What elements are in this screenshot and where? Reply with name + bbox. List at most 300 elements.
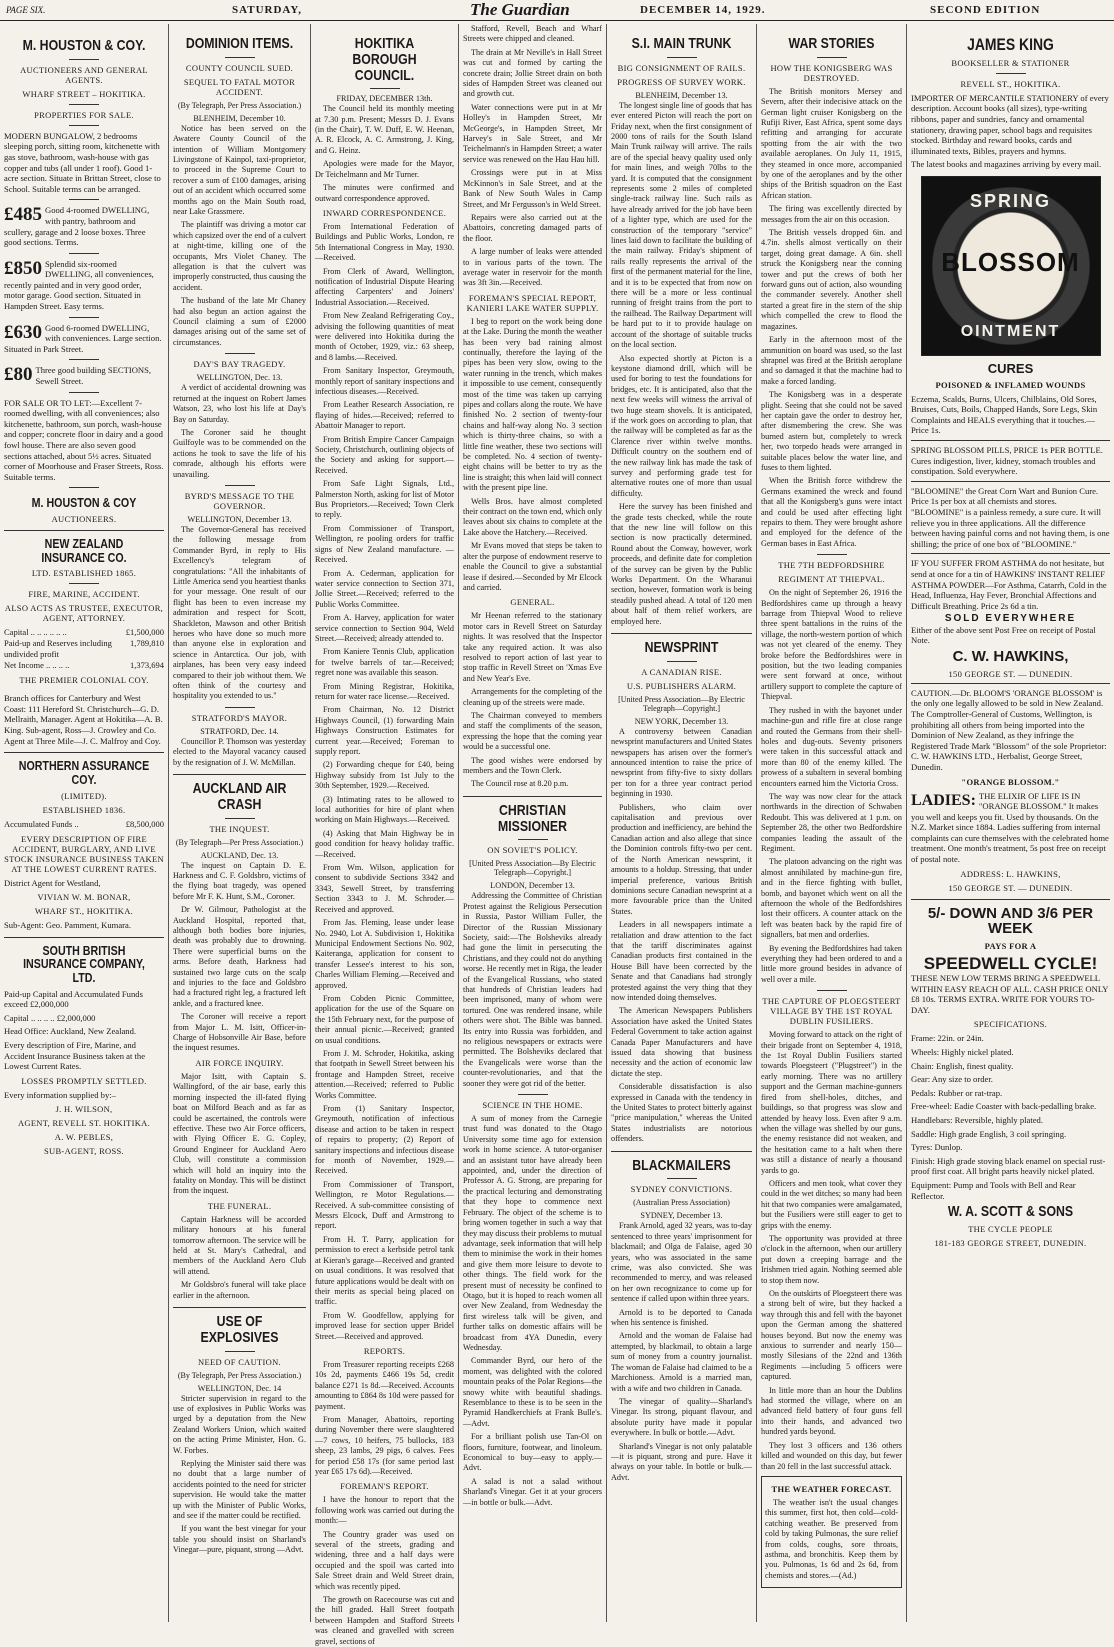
specifications-list bbox=[911, 1033, 1110, 1201]
paragraph: From Sanitary Inspector, Greymouth, monthly report of sanitary inspections and infectious diseases.—Received. bbox=[315, 366, 454, 396]
dateline: WELLINGTON, Dec. 14 bbox=[197, 1383, 282, 1393]
divider bbox=[667, 661, 697, 662]
houston-address: WHARF STREET – HOKITIKA. bbox=[22, 88, 146, 99]
paragraph: Major Isitt, with Captain S. Wallingford, of the air base, early this morning inspected the ill-fated flying boat on Milford Beach and as far as could be ascertained, the controls were effective. These two Air Force officers, with Flying Officer E. G. Copley, Ground Engineer for Auckland Aero Club, will constitute a commission which will hold an inquiry into the fatality on Monday. This will be distinct from the inquest. bbox=[173, 1071, 306, 1196]
spring-blossom-ointment-badge bbox=[921, 176, 1101, 356]
paragraph: On the outskirts of Ploegsteert there was a strong belt of wire, but they hacked a way through this and fell with the bayonet upon the German among the shattered houses beyond. But now the enemy was anxious to surrender and nearly 150—mostly Silesians of the 22nd and 136th Regiments —including 5 officers were captured. bbox=[761, 1289, 902, 1382]
paragraph: From Leather Research Association, re flaying of hides.—Received; referred to Abattoir Manager to report. bbox=[315, 400, 454, 431]
listing-485-text: Good 4-roomed DWELLING, with pantry, bathroom and scullery, garage and 2 loose boxes. Three good sections. Terms. bbox=[4, 205, 150, 248]
paragraph: Apologies were made for the Mayor, Dr Teichelmann and Mr Turner. bbox=[315, 159, 454, 179]
james-king-title: JAMES KING bbox=[967, 35, 1054, 54]
explosives-subhead: NEED OF CAUTION. bbox=[198, 1356, 281, 1367]
dateline: AUCKLAND, Dec. 13. bbox=[200, 850, 279, 860]
auckland-subhead: THE INQUEST. bbox=[209, 823, 270, 834]
divider bbox=[69, 359, 99, 360]
paragraph: They lost 3 officers and 136 others killed and wounded on this day, but fewer than 20 fell in the last successful attack. bbox=[761, 1440, 902, 1471]
nzi-trustee: ALSO ACTS AS TRUSTEE, EXECUTOR, AGENT, ATTORNEY. bbox=[4, 603, 164, 624]
divider bbox=[370, 88, 400, 89]
ladies-text: THE ELIXIR OF LIFE IS IN "ORANGE BLOSSOM." It makes you well and keeps you fit. Used by thousands. On the N.Z. Market since 1884. Ladies suffering from internal complaints can cure themselves with the celebrated home treatment. One month's treatment, 5s post free on receipt of postal note. bbox=[911, 790, 1109, 865]
sbi-agent-1: J. H. WILSON, bbox=[55, 1104, 113, 1115]
cures-subhead: POISONED & INFLAMED WOUNDS bbox=[935, 379, 1086, 390]
weather-title: THE WEATHER FORECAST. bbox=[771, 1483, 892, 1494]
paragraph: From Treasurer reporting receipts £268 10s 2d, payments £466 19s 5d, credit balance £271 1s 8d.—Received. Accounts amounting to £864 8s 10d were passed for payment. bbox=[315, 1359, 454, 1411]
spec-item: Tyres: Dunlop. bbox=[911, 1142, 963, 1153]
kaniere-subhead: FOREMAN'S SPECIAL REPORT, KANIERI LAKE WATER SUPPLY. bbox=[466, 292, 599, 313]
divider bbox=[996, 73, 1026, 74]
rule bbox=[173, 1307, 306, 1308]
caution-text: CAUTION.—Dr. BLOOM'S 'ORANGE BLOSSOM' is the only one legally allowed to be sold in New Zealand. The Comptroller-General of Customs, Wellington, is prohibiting all others from being imported into the Dominion of New Zealand, as they infringe the Registered Trade Mark "Blossom" of the sole Proprietor: C. W. HAWKINS LTD., Herbalist, George Street, Dunedin. bbox=[911, 687, 1107, 772]
rule bbox=[911, 899, 1110, 900]
paragraph: A verdict of accidental drowning was returned at the inquest on Robert James Watson, 23, who lost his life at Day's Bay on Saturday. bbox=[173, 383, 306, 424]
main-trunk-headline: S.I. MAIN TRUNK bbox=[631, 35, 732, 52]
northern-title: NORTHERN ASSURANCE COY. bbox=[18, 758, 150, 787]
houston-footer-title: M. HOUSTON & COY bbox=[31, 495, 137, 511]
listing-485 bbox=[4, 205, 164, 247]
listing-850-text: Splendid six-roomed DWELLING, all conveniences, recently painted and in very good order, motor garage. Good section. Situated in Hampden Street. Easy terms. bbox=[4, 258, 154, 312]
divider bbox=[69, 59, 99, 60]
divider bbox=[518, 1094, 548, 1095]
paragraph: The American Newspapers Publishers Association have asked the United States Federal Government to take action against Canada Paper Manufacturers and have issued data showing that business necessity and the action of economic law dictate the step. bbox=[611, 1006, 752, 1078]
christian-subhead: ON SOVIET'S POLICY. bbox=[487, 845, 578, 856]
paragraph: From Jas. Fleming, lease under lease No. 2940, Lot A. Subdivision 1, Hokitika Municipal Endowment Sections No. 902, Kaiteranga, application for consent to transfer Lessee's interest to his son, Charles William Fleming.—Received and approved. bbox=[315, 918, 454, 990]
weather-text: The weather isn't the usual changes this summer, first hot, then cold—cold-catching weather. Be preserved from cold by taking Pulmonas, the sure relief from colds, coughs, sore throats, asthma, and bronchitis. Keep them by you. Pulmonas, 1s 6d and 2s 6d, from chemists and stores.—(Ad.) bbox=[765, 1497, 898, 1580]
divider bbox=[225, 353, 255, 354]
bedfordshire-subhead: THE 7TH BEDFORDSHIRE bbox=[778, 560, 885, 571]
paragraph: Officers and men took, what cover they could in the wet ditches; so many had been hit that two companies were amalgamated, but the Fusiliers were still eager to get to grips with the enemy. bbox=[761, 1178, 902, 1230]
divider bbox=[69, 583, 99, 584]
paragraph: The Chairman conveyed to members and staff the compliments of the season, expressing the hope that the coming year would be a successful one. bbox=[463, 710, 602, 752]
sbi-office: Head Office: Auckland, New Zealand. bbox=[4, 1026, 137, 1037]
paragraph: When the British force withdrew the Germans examined the wreck and found that all the Konigsberg's guns were intact and could be used after effecting light repairs to them. They were brought ashore and employed for the defence of the German bases in East Africa. bbox=[761, 476, 902, 548]
paragraph: Publishers, who claim over capitalisation and previous over production and inefficiency, are behind the Canadian action and also allege that since the Dominion controls fifty-two per cent. of the North American newsprint, it amounts to a holdup. Stressing, that under imperial preference, various British dominions secure Canadian newsprint at a more favourable price than the United States. bbox=[611, 802, 752, 916]
divider bbox=[69, 125, 99, 126]
paragraph: The firing was excellently directed by messages from the air on this occasion. bbox=[761, 204, 902, 224]
paragraph: The minutes were confirmed and outward correspondence approved. bbox=[315, 183, 454, 203]
paragraph: The longest single line of goods that has ever entered Picton will reach the port on Friday next, when the first consignment of 2000 tons of rails for the South Island Main Trunk railway will arrive. The rails are of the special heavy quality used only for main lines, and weigh 70lbs to the yard. It is computed that the consignment represents some 2 miles of completed single-track railway line. Such rails as have already arrived for the job have been of a lighter type, which are used for the construction of the temporary "service" lines laid down to facilitate the building of the main railway. Friday's shipment of rails really represents the arrival of the first of the permanent material for the line, and it is to be expected that from now on there will be a more or less continual running of freight trains from the port to the railhead. The Railway Department will be hard put to it to provide haulage on account of the shortage of suitable trucks on the local section. bbox=[611, 100, 752, 350]
paragraph: The Council rose at 8.20 p.m. bbox=[471, 779, 569, 789]
rule bbox=[4, 530, 164, 531]
paragraph: Notice has been served on the Awatere County Council of the intention of William Montgomery Livingstone of Kainpol, taxi-proprietor, to proceed in the Supreme Court to recover a sum of £100 damages, arising out of an accident which occurred some months ago on the Main South road, near Lake Grassmere. bbox=[173, 123, 306, 216]
column-1 bbox=[0, 24, 168, 1622]
pills-text: SPRING BLOSSOM PILLS, PRICE 1s PER BOTTLE. Cures indigestion, liver, kidney, stomach troubles and constipation. Sold everywhere. bbox=[911, 445, 1103, 477]
properties-heading: PROPERTIES FOR SALE. bbox=[34, 109, 134, 120]
northern-ltd: (LIMITED). bbox=[61, 790, 107, 801]
paragraph: Early in the afternoon most of the ammunition on board was used, so the last shrapnel was fired at the British aeroplane and so damaged it that the machine had to make a forced landing. bbox=[761, 335, 902, 386]
nzi-capital-row bbox=[4, 627, 164, 638]
paragraph: Moving forward to attack on the right of their brigade front on September 4, 1918, the 1st Royal Dublin Fusiliers started towards Ploegsteert ("Plugstreet") in the early morning. There was no artillery support and the German machine-gunners fired from shell-holes, ditches, and buildings, so that progress was slow and attended by heavy loss. Even after 9 a.m. when the village was shelled by our guns, the enemy resistance did not weaken, and the hesitation came to a halt when there was still a distance of nearly a thousand yards to go. bbox=[761, 1030, 902, 1175]
dateline: LONDON, December 13. bbox=[490, 881, 575, 891]
paragraph: I have the honour to report that the following work was carried out during the month:— bbox=[315, 1495, 454, 1526]
paragraph: The drain at Mr Neville's in Hall Street was cut and formed by carting the concrete drain; Jollie Street drain on both sides of Hampden Street was cleaned out and growth cut. bbox=[463, 47, 602, 99]
divider bbox=[69, 104, 99, 105]
paragraph: Leaders in all newspapers intimate a retaliation and draw attention to the fact that the tariff discriminates against Canadian products first contained in the House Bill have been corrected by the Senate and that Canadians had strongly protested against the very thing that they now intended doing themselves. bbox=[611, 920, 752, 1002]
page-number: PAGE SIX. bbox=[6, 5, 46, 15]
divider bbox=[69, 392, 99, 393]
hawkins-address-label: ADDRESS: L. HAWKINS, bbox=[960, 868, 1061, 879]
divider bbox=[69, 253, 99, 254]
divider bbox=[667, 57, 697, 58]
foremans-subhead: FOREMAN'S REPORT. bbox=[340, 1481, 429, 1492]
byline: (By Telegraph—Per Press Association.) bbox=[175, 837, 304, 847]
science-subhead: SCIENCE IN THE HOME. bbox=[482, 1100, 583, 1111]
rule bbox=[4, 937, 164, 938]
sold-everywhere: SOLD EVERYWHERE bbox=[944, 613, 1077, 625]
stratford-subhead: STRATFORD'S MAYOR. bbox=[191, 712, 288, 723]
paragraph: From Wm. Wilson, application for consent to subdivide Sections 3342 and 3343, Sewell Street, by transferring Section 3343 to J. M. Schroder.—Received and approved. bbox=[315, 863, 454, 914]
houston-title: M. HOUSTON & COY. bbox=[22, 37, 146, 54]
paragraph: From Safe Light Signals, Ltd., Palmerston North, asking for list of Motor Bus Proprietors.—Received; Town Clerk to reply. bbox=[315, 479, 454, 520]
hawkins-title: C. W. HAWKINS, bbox=[952, 648, 1069, 666]
paragraph: From British Empire Cancer Campaign Society, Christchurch, outlining objects of the Society and asking for support.—Received. bbox=[315, 434, 454, 475]
paragraph: From Clerk of Award, Wellington, notification of Industrial Dispute Hearing affecting Carpenters' and Joiners' Industrial Association.—Received. bbox=[315, 266, 454, 307]
dateline: BLENHEIM, December 13. bbox=[635, 90, 728, 100]
paragraph: The husband of the late Mr Chaney had also begun an action against the Council claiming a sum of £2000 damages arising out of the same set of circumstances. bbox=[173, 296, 306, 347]
advert-paragraph: A salad is not a salad without Sharland's Vinegar. Get it at your grocers —in bottle or bulk.—Advt. bbox=[463, 1476, 602, 1507]
paragraph: From Commissioner of Transport, Wellington, re pooling orders for traffic signs of New Zealand manufacture. —Received. bbox=[315, 523, 454, 565]
divider bbox=[817, 990, 847, 991]
sbi-agent-2-address: SUB-AGENT, ROSS. bbox=[44, 1146, 124, 1157]
bloomine-text: "BLOOMINE" the Great Corn Wart and Bunion Cure. Price 1s per box at all chemists and stores. "BLOOMINE" is a painless remedy, a sure cure. It will relieve you in three applications. All the difference between having painful corns and not having them, is one shilling; the price of one box of "BLOOMINE." bbox=[911, 485, 1110, 549]
northern-address: WHARF ST., HOKITIKA. bbox=[34, 906, 134, 917]
funeral-subhead: THE FUNERAL. bbox=[207, 1200, 272, 1211]
paragraph: The good wishes were endorsed by members and the Town Clerk. bbox=[463, 755, 602, 775]
price-850: £850 bbox=[4, 257, 42, 279]
northern-funds-label: Accumulated Funds .. bbox=[4, 818, 79, 829]
ploegsteert-subhead: THE CAPTURE OF PLOEGSTEERT VILLAGE BY THE 1ST ROYAL DUBLIN FUSILIERS. bbox=[762, 996, 901, 1027]
paragraph: In little more than an hour the Dublins had stormed the village, where on an advanced field battery of four guns fell into their hands, and advanced two hundred yards beyond. bbox=[761, 1385, 902, 1437]
paragraph: The Governor-General has received the following message from Commander Byrd, in reply to His Excellency's telegram of congratulations: "All the inhabitants of Little America send you heartiest thanks for your message. One result of our flight has been to even increase my admiration and respect for Scott, Shackleton, Mawson and other British heroes who have done so much more than anyone else in exploration and science in Antarctica. Our job, with airplanes, has been very easy indeed compared to their job without them. We often think of the courtesy and hospitality you extended to us." bbox=[173, 524, 306, 701]
divider bbox=[225, 818, 255, 819]
newsprint-subhead-2: U.S. PUBLISHERS ALARM. bbox=[626, 680, 737, 691]
northern-description: EVERY DESCRIPTION OF FIRE ACCIDENT, BURGLARY, AND LIVE STOCK INSURANCE BUSINESS TAKEN AT THE LOWEST CURRENT RATES. bbox=[4, 833, 164, 874]
northern-agent-name: VIVIAN W. M. BONAR, bbox=[37, 892, 131, 903]
hawkins-address: 150 GEORGE ST. — DUNEDIN. bbox=[948, 668, 1073, 679]
paragraph: Considerable dissatisfaction is also expressed in Canada with the tendency in the United States to protect bitterly against "price manipulation," whereas the United States industrialists are notorious offenders. bbox=[611, 1082, 752, 1144]
inward-subhead: INWARD CORRESPONDENCE. bbox=[322, 207, 447, 218]
divider bbox=[225, 1351, 255, 1352]
paragraph: From Cobden Picnic Committee, application for the use of the Square on the 15th February next, for the purpose of their annual picnic.—Received; granted on usual conditions. bbox=[315, 993, 454, 1045]
northern-sub-agent: Sub-Agent: Geo. Pamment, Kumara. bbox=[4, 920, 131, 931]
speedwell-heading: SPEEDWELL CYCLE! bbox=[923, 954, 1098, 974]
spec-item: Frame: 22in. or 24in. bbox=[911, 1033, 984, 1044]
sbi-losses: LOSSES PROMPTLY SETTLED. bbox=[21, 1075, 147, 1086]
rule bbox=[173, 774, 306, 775]
paragraph: They rushed in with the bayonet under machine-gun and rifle fire at close range and routed the Germans from their shell-holes and dug-outs. Seventy prisoners were taken in this successful attack and more than 80 of the enemy killed. The prowess of a subaltern in several bombing encounters earned him the Victoria Cross. bbox=[761, 705, 902, 788]
rule bbox=[911, 683, 1110, 684]
paragraph: Repairs were also carried out at the Abattoirs, concreting damaged parts of the floor. bbox=[463, 212, 602, 243]
spec-item: Wheels: Highly nickel plated. bbox=[911, 1046, 1014, 1057]
to-let-listing: FOR SALE OR TO LET:—Excellent 7-roomed dwelling, with all conveniences; also kitchenette, bathroom, sun porch, wash-house and copper; concrete floor in dairy and a good fowl house. There are also seven good sections attached, about 5½ acres. Situated corner of Moorhouse and Fraser Streets, Ross. Suitable terms. bbox=[4, 397, 164, 482]
paragraph: The plaintiff was driving a motor car which capsized over the end of a culvert at night-time, killing one of the occupants, Mrs Violet Chaney. The allegation is that the culvert was improperly constructed, thus causing the accident. bbox=[173, 220, 307, 292]
spec-item: Gear: Any size to order. bbox=[911, 1074, 993, 1085]
paragraph: The Konigsberg was in a desperate plight. Seeing that she could not be saved her captain gave the order to destroy her, after dismembering the crew. She was burned astern but, completely to wreck her, two torpedo heads were arranged in suitable places below the water line, and fuses to them lighted. bbox=[761, 390, 902, 472]
paragraph: From H. T. Parry, application for permission to erect a kerbside petrol tank at Kieran's garage—Received and granted on usual conditions. It was resolved that future applications would be dealt with on their merits as special being placed on traffic. bbox=[315, 1234, 454, 1307]
weather-forecast-box bbox=[761, 1476, 902, 1588]
advert-paragraph: The vinegar of quality—Sharland's Vinegar. Its strong, piquant flavour, and absolute purity have made it popular everywhere. In bulk or bottle.—Advt. bbox=[611, 1396, 752, 1438]
speedwell-text: THESE NEW LOW TERMS BRING A SPEEDWELL WITHIN EASY REACH OF ALL. CASH PRICE ONLY £8 10s. TERMS EXTRA. WRITE FOR YOURS TO-DAY. bbox=[911, 973, 1109, 1015]
paragraph: A controversy between Canadian newsprint manufacturers and United States newspapers has arisen over the former's announced intention to raise the price of newsprint from fifty-five to sixty dollars per ton for a three year contract period beginning in 1930. bbox=[611, 726, 752, 799]
ladies-ad bbox=[911, 791, 1110, 865]
paragraph: The Council held its monthly meeting at 7.30 p.m. Present; Messrs D. J. Evans (in the Chair), T. W. Duff, E. W. Heenan, A. R. Elcock, A. C. Armstrong, J. King, and G. Heinz. bbox=[315, 104, 454, 155]
christian-missioner-headline: CHRISTIAN MISSIONER bbox=[497, 801, 568, 835]
cc-subhead-2: SEQUEL TO FATAL MOTOR ACCIDENT. bbox=[183, 76, 296, 97]
paragraph: Also expected shortly at Picton is a keystone diamond drill, which will be used for boring to test the foundations for bridges, etc. It is anticipated, also that the next few weeks will witness the arrival of two huge steam shovels. It is anticipated, if the work goes on according to plan, that the railway will be completed as far as the Clarence river within twelve months. Difficult country on the southern end of the new railway link has made the task of survey and performing grade test for alternative routes one of more than usual difficulty. bbox=[611, 353, 752, 498]
rule bbox=[463, 796, 602, 797]
paragraph: From Manager, Abattoirs, reporting during November there were slaughtered—7 cows, 10 heifers, 75 bullocks, 183 sheep, 23 lambs, 29 pigs, 6 calves. Fees for period £58 17s (for same period last year £65 17s 6d).—Received. bbox=[315, 1414, 454, 1476]
paragraph: On the night of September 26, 1916 the Bedfordshires came up through a heavy barrage from Thiepval Wood to relieve three spent battalions in the ruins of the village, the north-western portion of which was not yet cleared of the enemy. They broke before the Bedfordshires were in position, but the two leading companies were sent forward at once, without artillery support to complete the capture of Thiepval. bbox=[761, 588, 902, 702]
cc-subhead: COUNTY COUNCIL SUED. bbox=[185, 62, 294, 73]
blackmailers-headline: BLACKMAILERS bbox=[632, 1156, 731, 1174]
northern-established: ESTABLISHED 1836. bbox=[42, 804, 126, 815]
cures-text: Eczema, Scalds, Burns, Ulcers, Chilblains, Old Sores, Bruises, Cuts, Boils, Chapped Hands, Sore Legs, Skin Complaints and HEALS everything that it touches.—Price 1s. bbox=[911, 393, 1098, 436]
paragraph: The platoon advancing on the right was almost annihilated by machine-gun fire, and in the fierce fighting with bullet, bomb, and bayonet which went on all the afternoon the whole of the Bedfordshires lost their officers. A counter attack on the left was beaten back by the rapid fire of signallers, bat men and orderlies. bbox=[761, 857, 902, 940]
nzi-established: LTD. ESTABLISHED 1865. bbox=[31, 568, 137, 579]
dateline: SYDNEY, December 13. bbox=[640, 1211, 723, 1221]
spec-item: Saddle: High grade English, 3 coil springing. bbox=[911, 1128, 1067, 1139]
rule bbox=[611, 1151, 752, 1152]
general-subhead: GENERAL. bbox=[510, 597, 555, 608]
advert-paragraph: Sharland's Vinegar is not only palatable—it is piquant, strong and pure. Have it always on your table. In bottle or bulk.—Advt. bbox=[611, 1441, 752, 1482]
masthead bbox=[0, 0, 1114, 21]
columns bbox=[0, 24, 1114, 1646]
divider bbox=[225, 57, 255, 58]
listing-850 bbox=[4, 259, 164, 312]
paragraph: From Commissioner of Transport, Wellington, re Motor Regulations.—Received. A sub-committee consisting of Messrs Elcock, Duff and Armstrong to report. bbox=[315, 1179, 454, 1231]
paragraph: Stafford, Revell, Beach and Wharf Streets were chipped and cleaned. bbox=[463, 24, 602, 44]
spec-item: Free-wheel: Eadie Coaster with back-pedalling brake. bbox=[911, 1101, 1097, 1112]
paragraph: Replying the Minister said there was no doubt that a large number of accidents pointed to the need for stricter supervision. He would take the matter up with the Minister of Public Works, and see if the matter could be rectified. bbox=[173, 1458, 306, 1520]
listing-630-text: Good 6-roomed DWELLING, with conveniences. Large section. Situated in Park Street. bbox=[4, 322, 162, 354]
james-king-text: IMPORTER OF MERCANTILE STATIONERY of every description. Account books (all sizes), type-writing ribbons, paper and sundries, fancy and ornamental stationery, drawing paper, school bags and requisites stocked. Birthday and reward books, cards and illuminated texts, Bibles, prayers and hymns. bbox=[911, 92, 1109, 156]
paragraph: Councillor P. Thomson was yesterday elected to the Mayoral vacancy caused by the resignation of J. W. McMillan. bbox=[173, 736, 306, 767]
paragraph: Arrangements for the completing of the cleaning up of the streets were made. bbox=[463, 687, 602, 707]
bedfordshire-subhead-2: REGIMENT AT THIEPVAL. bbox=[778, 574, 885, 585]
masthead-day: SATURDAY, bbox=[232, 4, 303, 16]
paragraph: Dr W. Gilmour, Pathologist at the Auckland Hospital, reported that, although both bodies bore injuries, death was probably due to drowning. There were superficial burns on the arms. Before death, Harkness had sustained two large cuts on the scalp and injuries to the face and Goldsbro had a fractured right leg, a fractured left ankle, and a fractured knee. bbox=[173, 905, 306, 1008]
rule bbox=[911, 440, 1110, 441]
divider bbox=[667, 1178, 697, 1179]
nzi-capital-label: Capital .. .. .. .. .. .. bbox=[4, 627, 67, 638]
sbi-capital: Paid-up Capital and Accumulated Funds exceed £2,000,000 bbox=[4, 988, 143, 1010]
nzi-income-value: 1,373,694 bbox=[130, 660, 164, 671]
newsprint-subhead: A CANADIAN RISE. bbox=[641, 666, 722, 677]
paragraph: By evening the Bedfordshires had taken everything they had been ordered to and a little more ground besides in advance of well over a mile. bbox=[761, 943, 902, 984]
paragraph: (3) Intimating rates to be allowed to local authorities for hire of plant when working on Main Highways.—Received. bbox=[315, 794, 454, 825]
advert-paragraph: If you want the best vinegar for your table you should insist on Sharland's Vinegar—pure, piquant, strong —Advt. bbox=[173, 1524, 306, 1555]
paragraph: The way was now clear for the attack northwards in the direction of Schwaben Redoubt. This was delivered at 1 p.m. on September 28, the other two Bedfordshire companies leading the assault of the Regiment. bbox=[761, 791, 902, 853]
paragraph: (4) Asking that Main Highway be in good condition for heavy holiday traffic.—Received. bbox=[315, 828, 454, 859]
orange-blossom-heading: "ORANGE BLOSSOM." bbox=[961, 776, 1060, 787]
divider bbox=[225, 707, 255, 708]
listing-80-text: Three good building SECTIONS, Sewell Street. bbox=[35, 365, 152, 387]
dominion-items-headline: DOMINION ITEMS. bbox=[185, 35, 294, 52]
paragraph: From (1) Sanitary Inspector, Greymouth, notification of infectious disease and action to be taken in respect of repairs to property; (2) Report of sanitary inspections and infectious disease for month of November, 1929.—Received. bbox=[315, 1104, 454, 1176]
paragraph: The Country grader was used on several of the streets, grading and widening, three and a half days were occupied and the spoil was carted into Sale Street drain and Weld Street drain, which was recently piped. bbox=[315, 1529, 454, 1591]
spec-item: Handlebars: Reversible, highly plated. bbox=[911, 1114, 1043, 1125]
nzi-income-row bbox=[4, 660, 164, 671]
badge-text-bottom: OINTMENT bbox=[960, 323, 1061, 340]
masthead-edition: SECOND EDITION bbox=[930, 4, 1041, 16]
paragraph: Mr Heenan referred to the stationary motor cars in Revell Street on Saturday nights. It was resolved that the Inspector take any required action. It was also resolved to report action of last year to stop traffic in Revell Street on 'Xmas Eve and New Year's Eve. bbox=[463, 611, 602, 683]
paragraph: From W. Goodfellow, applying for improved lease for section upper Bridel Street.—Received and approved. bbox=[315, 1310, 454, 1341]
paragraph: Stricter supervision in regard to the use of explosives in Public Works was urged by a deputation from the New Zealand Workers Union, which waited on the acting Prime Minister, Hon. G. W. Forbes. bbox=[173, 1393, 306, 1455]
column-6 bbox=[756, 24, 906, 1622]
ladies-word: LADIES: bbox=[911, 791, 976, 809]
sbi-description: Every description of Fire, Marine, and Accident Insurance Business taken at the Lowest Current Rates. bbox=[4, 1040, 146, 1072]
paragraph: The growth on Racecourse was cut and the hill graded. Hall Street footpath between Hampden and Stafford Streets was cleaned and gravelled with screen gravel, sections of bbox=[315, 1595, 454, 1646]
explosives-headline: USE OF EXPLOSIVES bbox=[200, 1313, 279, 1346]
paragraph: From A. Cederman, application for water service connection to Section 371, Jollie Street.—Received; referred to the Public Works Committee. bbox=[315, 568, 454, 609]
price-630: £630 bbox=[4, 321, 42, 343]
column-2 bbox=[168, 24, 310, 1622]
paragraph: The Coroner will receive a report from Major L. M. Isitt, Officer-in-Charge of Hobsonville Air Base, before the inquest resumes. bbox=[173, 1012, 306, 1053]
paragraph: From New Zealand Refrigerating Coy., advising the following quantities of meat were delivered into Hokitika during the month of October, 1929, viz.: 63 sheep, and 8 lambs.—Received. bbox=[315, 311, 454, 362]
paragraph: The inquest on Captain D. E. Harkness and C. F. Goldsbro, victims of the flying boat tragedy, was opened before Mr F. K. Hunt, S.M., Coroner. bbox=[173, 860, 306, 901]
nzi-capital-value: £1,500,000 bbox=[125, 627, 164, 638]
dateline: WELLINGTON, Dec. 13. bbox=[196, 373, 283, 383]
main-trunk-subhead: BIG CONSIGNMENT OF RAILS. bbox=[617, 62, 746, 73]
james-king-address: REVELL ST., HOKITIKA. bbox=[960, 78, 1061, 89]
paragraph: From Chairman, No. 12 District Highways Council, (1) forwarding Main Highways Construction Estimates for current year.—Received; Foreman to supply report. bbox=[315, 705, 454, 756]
northern-agent: District Agent for Westland, bbox=[4, 877, 101, 888]
paragraph: Arnold and the woman de Falaise had attempted, by blackmail, to obtain a large sum of money from a country journalist. The woman de Falaise had claimed to be a Marchioness. Arnold is a married man, with a wife and two children in Canada. bbox=[611, 1331, 752, 1393]
column-7 bbox=[906, 24, 1114, 1622]
nzi-colonial: THE PREMIER COLONIAL COY. bbox=[19, 675, 149, 686]
air-force-subhead: AIR FORCE INQUIRY. bbox=[195, 1057, 284, 1068]
divider bbox=[225, 485, 255, 486]
byline: (Australian Press Association) bbox=[633, 1198, 730, 1208]
james-king-subtitle: BOOKSELLER & STATIONER bbox=[951, 57, 1070, 68]
paragraph: (2) Forwarding cheque for £40, being Highway subsidy from 1st July to the 30th September, 1929.—Received. bbox=[315, 760, 454, 791]
divider bbox=[817, 554, 847, 555]
paragraph: From International Federation of Buildings and Public Works, London, re 5th International Congress in May, 1930.—Received. bbox=[315, 221, 454, 263]
nzi-reserves-row bbox=[4, 638, 164, 660]
scott-address: 181-183 GEORGE STREET, DUNEDIN. bbox=[934, 1237, 1087, 1248]
listing-630 bbox=[4, 323, 164, 355]
scott-subtitle: THE CYCLE PEOPLE bbox=[968, 1223, 1053, 1234]
rule bbox=[911, 553, 1110, 554]
sbi-title: SOUTH BRITISH INSURANCE COMPANY, LTD. bbox=[23, 942, 145, 986]
column-3 bbox=[310, 24, 458, 1646]
spec-item: Equipment: Pump and Tools with Bell and Rear Reflector. bbox=[911, 1179, 1076, 1201]
divider bbox=[69, 317, 99, 318]
byrd-subhead: BYRD'S MESSAGE TO THE GOVERNOR. bbox=[184, 490, 295, 511]
sold-text: Either of the above sent Post Free on receipt of Postal Note. bbox=[911, 624, 1096, 646]
dateline: STRATFORD, Dec. 14. bbox=[200, 726, 279, 736]
spec-item: Pedals: Rubber or rat-trap. bbox=[911, 1087, 1003, 1098]
paragraph: Here the survey has been finished and the grade tests checked, while the route that the new line will follow on this section is now practically determined. Round about the Conway, however, work proceeds, and definite date for completion of the survey can be given by the Public Works Department. On the Wharanui section, however, formation work is being steadily pushed ahead. A total of 120 men about half of them relief workers, are employed here. bbox=[611, 502, 752, 626]
bungalow-listing: MODERN BUNGALOW, 2 bedrooms sleeping porch, sitting room, kitchenette with gas stove, bathroom, wash-house with gas copper and tubs (all under 1 roof). Good 1-acre section. Situate in Brittan Street, close to School. Suitable terms can be arranged. bbox=[4, 130, 161, 194]
paragraph: From Kaniere Tennis Club, application for twelve barrels of tar.—Received; regret none was available this season. bbox=[315, 647, 454, 678]
byline: (By Telegraph, Per Press Association.) bbox=[177, 100, 302, 110]
main-trunk-subhead-2: PROGRESS OF SURVEY WORK. bbox=[617, 76, 746, 87]
nzi-title: NEW ZEALAND INSURANCE CO. bbox=[41, 536, 127, 565]
column-4 bbox=[458, 24, 606, 1622]
dateline: BLENHEIM, December 10. bbox=[193, 113, 286, 123]
rule bbox=[4, 752, 164, 753]
hawkins-address-line: 150 GEORGE ST. — DUNEDIN. bbox=[948, 882, 1073, 893]
masthead-date: DECEMBER 14, 1929. bbox=[640, 4, 766, 16]
paragraph: Mr Evans moved that steps be taken to alter the purpose of endowment reserve to enable the Council to give a substantial lease if desired.—Seconded by Mr Elcock and carried. bbox=[463, 541, 602, 592]
badge-text-top: SPRING bbox=[969, 191, 1051, 211]
price-80: £80 bbox=[4, 364, 33, 386]
paragraph: Captain Harkness will be accorded military honours at his funeral tomorrow afternoon. The service will be held at St. Mary's Cathedral, and members of the Auckland Aero Club will attend. bbox=[173, 1214, 306, 1276]
paragraph: From A. Harvey, application for water service connection to Section 904, Weld Street.—Received; already attended to. bbox=[315, 613, 454, 643]
listing-80 bbox=[4, 365, 164, 386]
reports-subhead: REPORTS. bbox=[363, 1345, 406, 1356]
nzi-reserves-value: 1,789,810 bbox=[130, 638, 164, 649]
sbi-info: Every information supplied by:– bbox=[4, 1089, 116, 1100]
masthead-title: The Guardian bbox=[470, 0, 570, 19]
byline: [United Press Association—By Electric Telegraph—Copyright.] bbox=[618, 694, 745, 713]
paragraph: A large number of leaks were attended to in various parts of the town. The average water in reservoir for the month was 3ft 3in.—Received. bbox=[463, 247, 602, 288]
paragraph: The Coroner said he thought Guilfoyle was to be commended on the actions he took to save the life of his comrade, although his efforts were unavailing. bbox=[173, 427, 306, 479]
houston-footer-sub: AUCTIONEERS. bbox=[51, 514, 117, 525]
konigsberg-subhead: HOW THE KONIGSBERG WAS DESTROYED. bbox=[770, 62, 893, 83]
dateline: FRIDAY, DECEMBER 13th. bbox=[336, 94, 433, 104]
asthma-text: IF YOU SUFFER FROM ASTHMA do not hesitate, but send at once for a tin of HAWKINS' INSTANT RELIEF ASTHMA POWDER—For Asthma, Catarrh, Cold in the Head, Influenza, Hay Fever, Bronchial Affections and Difficult Breathing. Price 2s 6d a tin. bbox=[911, 558, 1107, 611]
paragraph: Water connections were put in at Mr Holley's in Hampden Street, Mr McGeorge's, in Hampden Street, Mr Harvey's in Sale Street, and Mr Teichelmann's in Hampden Street; a water service was renewed on the Hau Hau hill. bbox=[463, 102, 602, 164]
auckland-air-crash-headline: AUCKLAND AIR CRASH bbox=[192, 780, 287, 813]
paragraph: Crossings were put in at Miss McKinnon's in Sale Street, and at the Bank of New South Wales in Camp Street, and Mr Fergusson's in Weld Street. bbox=[463, 168, 602, 209]
paragraph: From J. M. Schroder, Hokitika, asking that footpath in Sewell Street between his frontage and Hampden Street, receive attention.—Received; referred to Public Works Committee. bbox=[315, 1048, 454, 1100]
price-485: £485 bbox=[4, 204, 42, 226]
paragraph: Mr Goldsbro's funeral will take place earlier in the afternoon. bbox=[173, 1280, 306, 1300]
sbi-agent-2: A. W. PEBLES, bbox=[54, 1132, 114, 1143]
newsprint-headline: NEWSPRINT bbox=[644, 639, 719, 657]
advert-paragraph: Commander Byrd, our hero of the moment, was delighted with the colored mountain peaks of the Polar Regions—the snowy white with beautiful shadings. Resemblance to these is to be seen in the Pyramid Handkerchiefs at Frank Bulle's.—Advt. bbox=[463, 1356, 602, 1428]
rule bbox=[611, 633, 752, 634]
advert-paragraph: For a brilliant polish use Tan-Ol on floors, furniture, footwear, and linoleum. Economical to buy—easy to apply.—Advt. bbox=[463, 1432, 602, 1473]
nzi-income-label: Net Income .. .. .. .. bbox=[4, 660, 70, 671]
war-stories-headline: WAR STORIES bbox=[788, 35, 875, 52]
paragraph: I beg to report on the work being done at the Lake. During the month the weather has been very bad raining almost continually, therefore the laying of the pipes has been very slow, owing to the water running in the trench, which makes it impossible to use cement, consequently most of the time was taken up carrying pipes and collars along the route. We have finished No. 2 section of twenty-four chains and half-way along No. 3 section which is thirty-three chains, so with a little fine weather, these two sections will be completed. No. 4 section of twenty-eight chains will be better to try as the line is straight; this when laid will connect with the present pipe line. bbox=[463, 316, 602, 493]
byline: (By Telegraph, Per Press Association.) bbox=[177, 1370, 302, 1380]
dateline: NEW YORK, December 13. bbox=[634, 716, 729, 726]
byline: [United Press Association—By Electric Telegraph—Copyright.] bbox=[469, 859, 596, 878]
james-king-text-2: The latest books and magazines arriving by every mail. bbox=[911, 159, 1102, 170]
sbi-agent-1-address: AGENT, REVELL ST. HOKITIKA. bbox=[17, 1118, 151, 1129]
blackmailers-subhead: SYDNEY CONVICTIONS. bbox=[630, 1184, 733, 1195]
days-bay-subhead: DAY'S BAY TRAGEDY. bbox=[193, 359, 286, 370]
scott-title: W. A. SCOTT & SONS bbox=[947, 1203, 1074, 1221]
badge-text-middle: BLOSSOM bbox=[941, 247, 1080, 277]
sbi-capital-2: Capital .. .. .. .. £2,000,000 bbox=[4, 1012, 96, 1023]
spec-item: Chain: English, finest quality. bbox=[911, 1060, 1014, 1071]
nzi-reserves-label: Paid-up and Reserves including undivided profit bbox=[4, 638, 112, 660]
northern-funds-value: £8,500,000 bbox=[125, 818, 164, 829]
down-payment-heading: 5/- DOWN AND 3/6 PER WEEK bbox=[927, 904, 1094, 938]
paragraph: The British monitors Mersey and Severn, after their indecisive attack on the German light cruiser Konigsberg on the Rufiji River, East Africa, spent some days refitting and arranging for accurate spotting from the air with the two available aeroplanes. On July 11, 1915, they steamed in once more, accompanied by one of the aeroplanes and by the other ships of the British squadron on the East African station. bbox=[761, 86, 902, 200]
paragraph: Wells Bros. have almost completed their contract on the town end, which only leaves about six chains to complete at the Lake above the Hatchery.—Received. bbox=[463, 496, 602, 537]
column-5 bbox=[606, 24, 756, 1622]
paragraph: The opportunity was provided at three o'clock in the afternoon, when our artillery put down a creeping barrage and the Irishmen tried again. Nothing seemed able to stop them now. bbox=[761, 1233, 902, 1285]
rule bbox=[911, 481, 1110, 482]
paragraph: A sum of money from the Carnegie trust fund was donated to the Otago University some time ago for extension work in home science. A tutor-organiser and an assistant tutor have already been appointed, and, under the direction of Professor A. G. Strong, are preparing for the practical lecturing and demonstrating that they hope to commence next February. The object of the scheme is to bring women together in such a way that they may discuss their problems to mutual advantage, seek information that will help them to minimise the work in their homes and give them more leisure to devote to other things. The field work for the present must of necessity be confined to Otago, but it is hoped to reach women all over New Zealand, from Wednesday the first wireless talk will be given, and further talks on domestic affairs will be broadcast from 4YA Dunedin, every Wednesday. bbox=[463, 1114, 602, 1352]
northern-funds-row bbox=[4, 819, 164, 830]
dateline: WELLINGTON, December 13. bbox=[187, 514, 292, 524]
paragraph: Addressing the Committee of Christian Protest against the Religious Persecution in Russia, Pastor William Fuller, the Director of the Russian Missionary Society, said:—The Bolsheviks already had gone the limit in persecuting the Christians, and they could not do anything worse. He recently met in Riga, the leader of the Evangelical Russians, who stated that hundreds of Christian leaders had been imprisoned, many of whom were tortured. One was rendered insane, while others were shot. The Bible was banned. Its entry into Russia was forbidden, and no religious newspapers or extracts were permitted. The Bolsheviks declared that the Evangelicals were worse than the counter-revolutionaries, and that the sooner they were got rid of the better. bbox=[463, 891, 602, 1088]
specifications-heading: SPECIFICATIONS. bbox=[973, 1019, 1048, 1030]
nzi-lines: FIRE, MARINE, ACCIDENT. bbox=[28, 589, 140, 600]
borough-council-headline: HOKITIKA BOROUGH COUNCIL. bbox=[352, 35, 417, 84]
paragraph: From Mining Registrar, Hokitika, return for water race license.—Received. bbox=[315, 681, 454, 701]
divider bbox=[69, 199, 99, 200]
houston-subtitle: AUCTIONEERS AND GENERAL AGENTS. bbox=[20, 64, 148, 85]
divider bbox=[518, 839, 548, 840]
nzi-branch: Branch offices for Canterbury and West Coast: 111 Hereford St. Christchurch—G. D. Mellraith, Manager. Agent at Hokitika—A. B. King. Sub-agent, Ross—J. Crowley and Co. Agent at Three Mile—J. C. Malfroy and Coy. bbox=[4, 693, 163, 746]
divider bbox=[69, 487, 99, 488]
